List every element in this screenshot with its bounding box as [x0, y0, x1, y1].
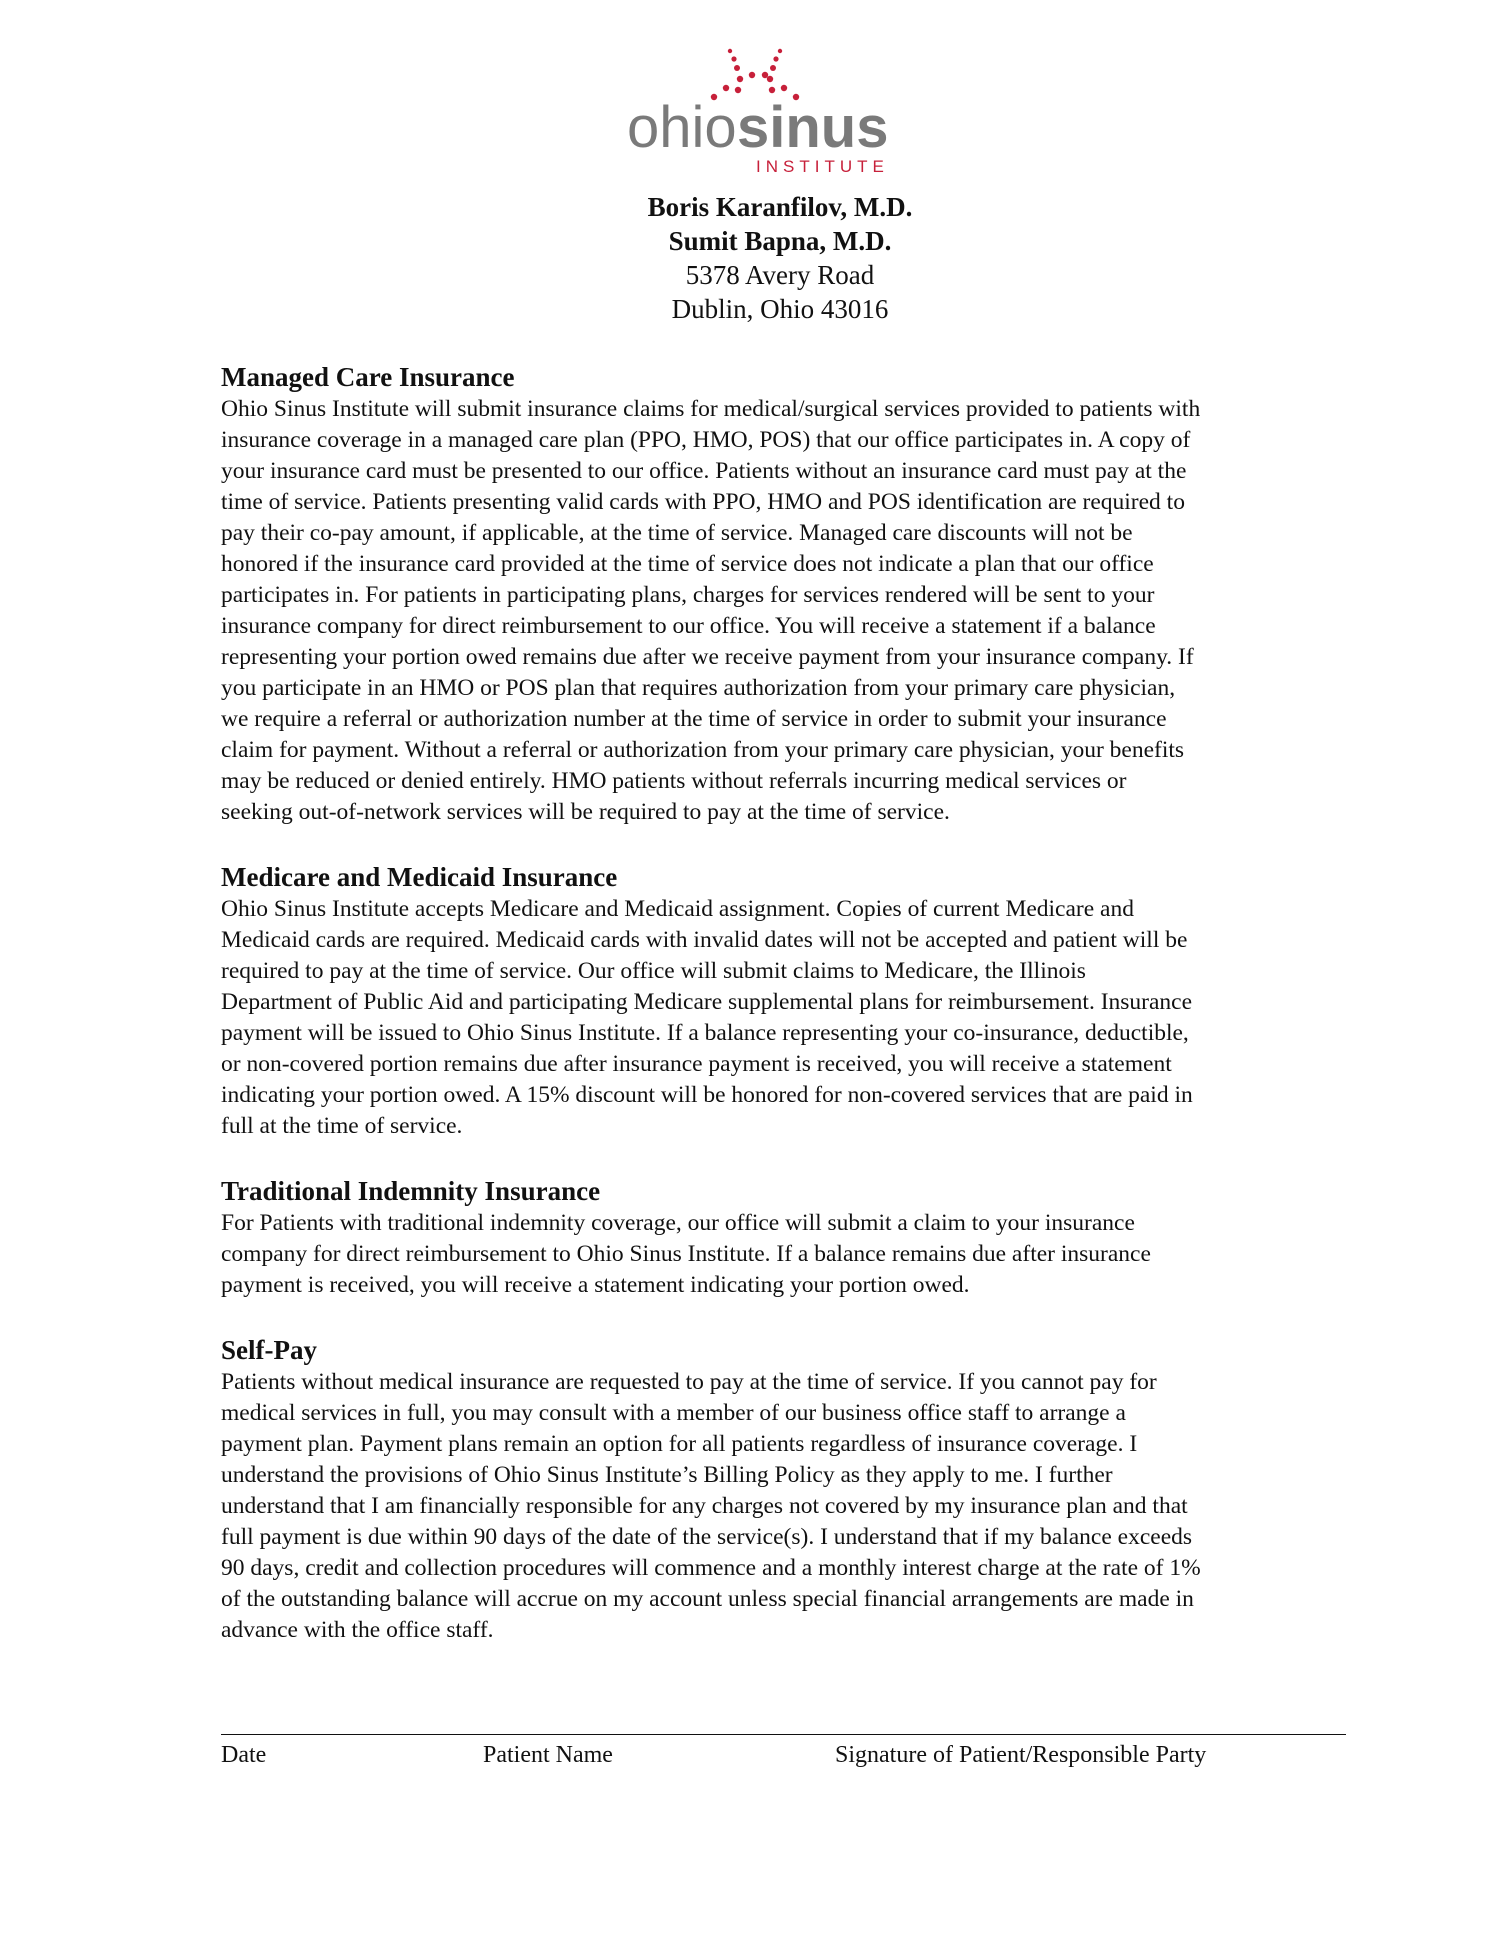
- section-managed-care: [221, 361, 1351, 828]
- section-body: Ohio Sinus Institute accepts Medicare and Medicaid assignment. Copies of current Medicare and Medicaid cards are required. Medicaid cards with invalid dates will not be accepted and patient will be required to pay at the time of service. Our office will submit claims to Medicare, the Illinois Department of Public Aid and participating Medicare supplemental plans for reimbursement. Insurance payment will be issued to Ohio Sinus Institute. If a balance representing your co-insurance, deductible, or non-covered portion remains due after insurance payment is received, you will receive a statement indicating your portion owed. A 15% discount will be honored for non-covered services that are paid in full at the time of service.: [221, 896, 1193, 1139]
- doctor-name: Boris Karanfilov, M.D.: [647, 192, 913, 222]
- signature-label: Signature of Patient/Responsible Party: [835, 1742, 1207, 1768]
- section-traditional-indemnity: [221, 1175, 1351, 1301]
- section-body: For Patients with traditional indemnity coverage, our office will submit a claim to your insurance company for direct reimbursement to Ohio Sinus Institute. If a balance remains due after insurance payment is received, you will receive a statement indicating your portion owed.: [221, 1210, 1151, 1298]
- section-self-pay: [221, 1334, 1351, 1646]
- section-body: Patients without medical insurance are requested to pay at the time of service. If you cannot pay for medical services in full, you may consult with a member of our business office staff to arrange a payment plan. Payment plans remain an option for all patients regardless of insurance coverage. I understand the provisions of Ohio Sinus Institute’s Billing Policy as they apply to me. I further understand that I am financially responsible for any charges not covered by my insurance plan and that full payment is due within 90 days of the date of the service(s). I understand that if my balance exceeds 90 days, credit and collection procedures will commence and a monthly interest charge at the rate of 1% of the outstanding balance will accrue on my account unless special financial arrangements are made in advance with the office staff.: [221, 1369, 1201, 1643]
- logo-ohio-text: ohio: [627, 95, 737, 160]
- signature-line[interactable]: [221, 1734, 1346, 1735]
- address-street: 5378 Avery Road: [685, 260, 875, 290]
- section-title: Self-Pay: [221, 1335, 317, 1365]
- logo-sinus-text: sinus: [737, 95, 889, 160]
- section-title: Medicare and Medicaid Insurance: [221, 862, 618, 892]
- section-medicare-medicaid: [221, 861, 1351, 1142]
- logo-institute-text: INSTITUTE: [756, 157, 889, 176]
- section-body: Ohio Sinus Institute will submit insurance claims for medical/surgical services provided to patients with insurance coverage in a managed care plan (PPO, HMO, POS) that our office participates in. A copy of your insurance card must be presented to our office. Patients without an insurance card must pay at the time of service. Patients presenting valid cards with PPO, HMO and POS identification are required to pay their co-pay amount, if applicable, at the time of service. Managed care discounts will not be honored if the insurance card provided at the time of service does not indicate a plan that our office participates in. For patients in participating plans, charges for services rendered will be sent to your insurance company for direct reimbursement to our office. You will receive a statement if a balance representing your portion owed remains due after we receive payment from your insurance company. If you participate in an HMO or POS plan that requires authorization from your primary care physician, we require a referral or authorization number at the time of service in order to submit your insurance claim for payment. Without a referral or authorization from your primary care physician, your benefits may be reduced or denied entirely. HMO patients without referrals incurring medical services or seeking out-of-network services will be required to pay at the time of service.: [221, 396, 1201, 825]
- address-city: Dublin, Ohio 43016: [671, 294, 889, 324]
- section-title: Managed Care Insurance: [221, 362, 515, 392]
- practice-header: [0, 190, 1500, 326]
- section-title: Traditional Indemnity Insurance: [221, 1176, 601, 1206]
- patient-name-label: Patient Name: [483, 1742, 613, 1768]
- doctor-name: Sumit Bapna, M.D.: [668, 226, 892, 256]
- date-label: Date: [221, 1742, 267, 1768]
- logo-graphic: [620, 40, 940, 180]
- policy-content: [221, 361, 1351, 1679]
- ohio-sinus-institute-logo: [620, 40, 940, 180]
